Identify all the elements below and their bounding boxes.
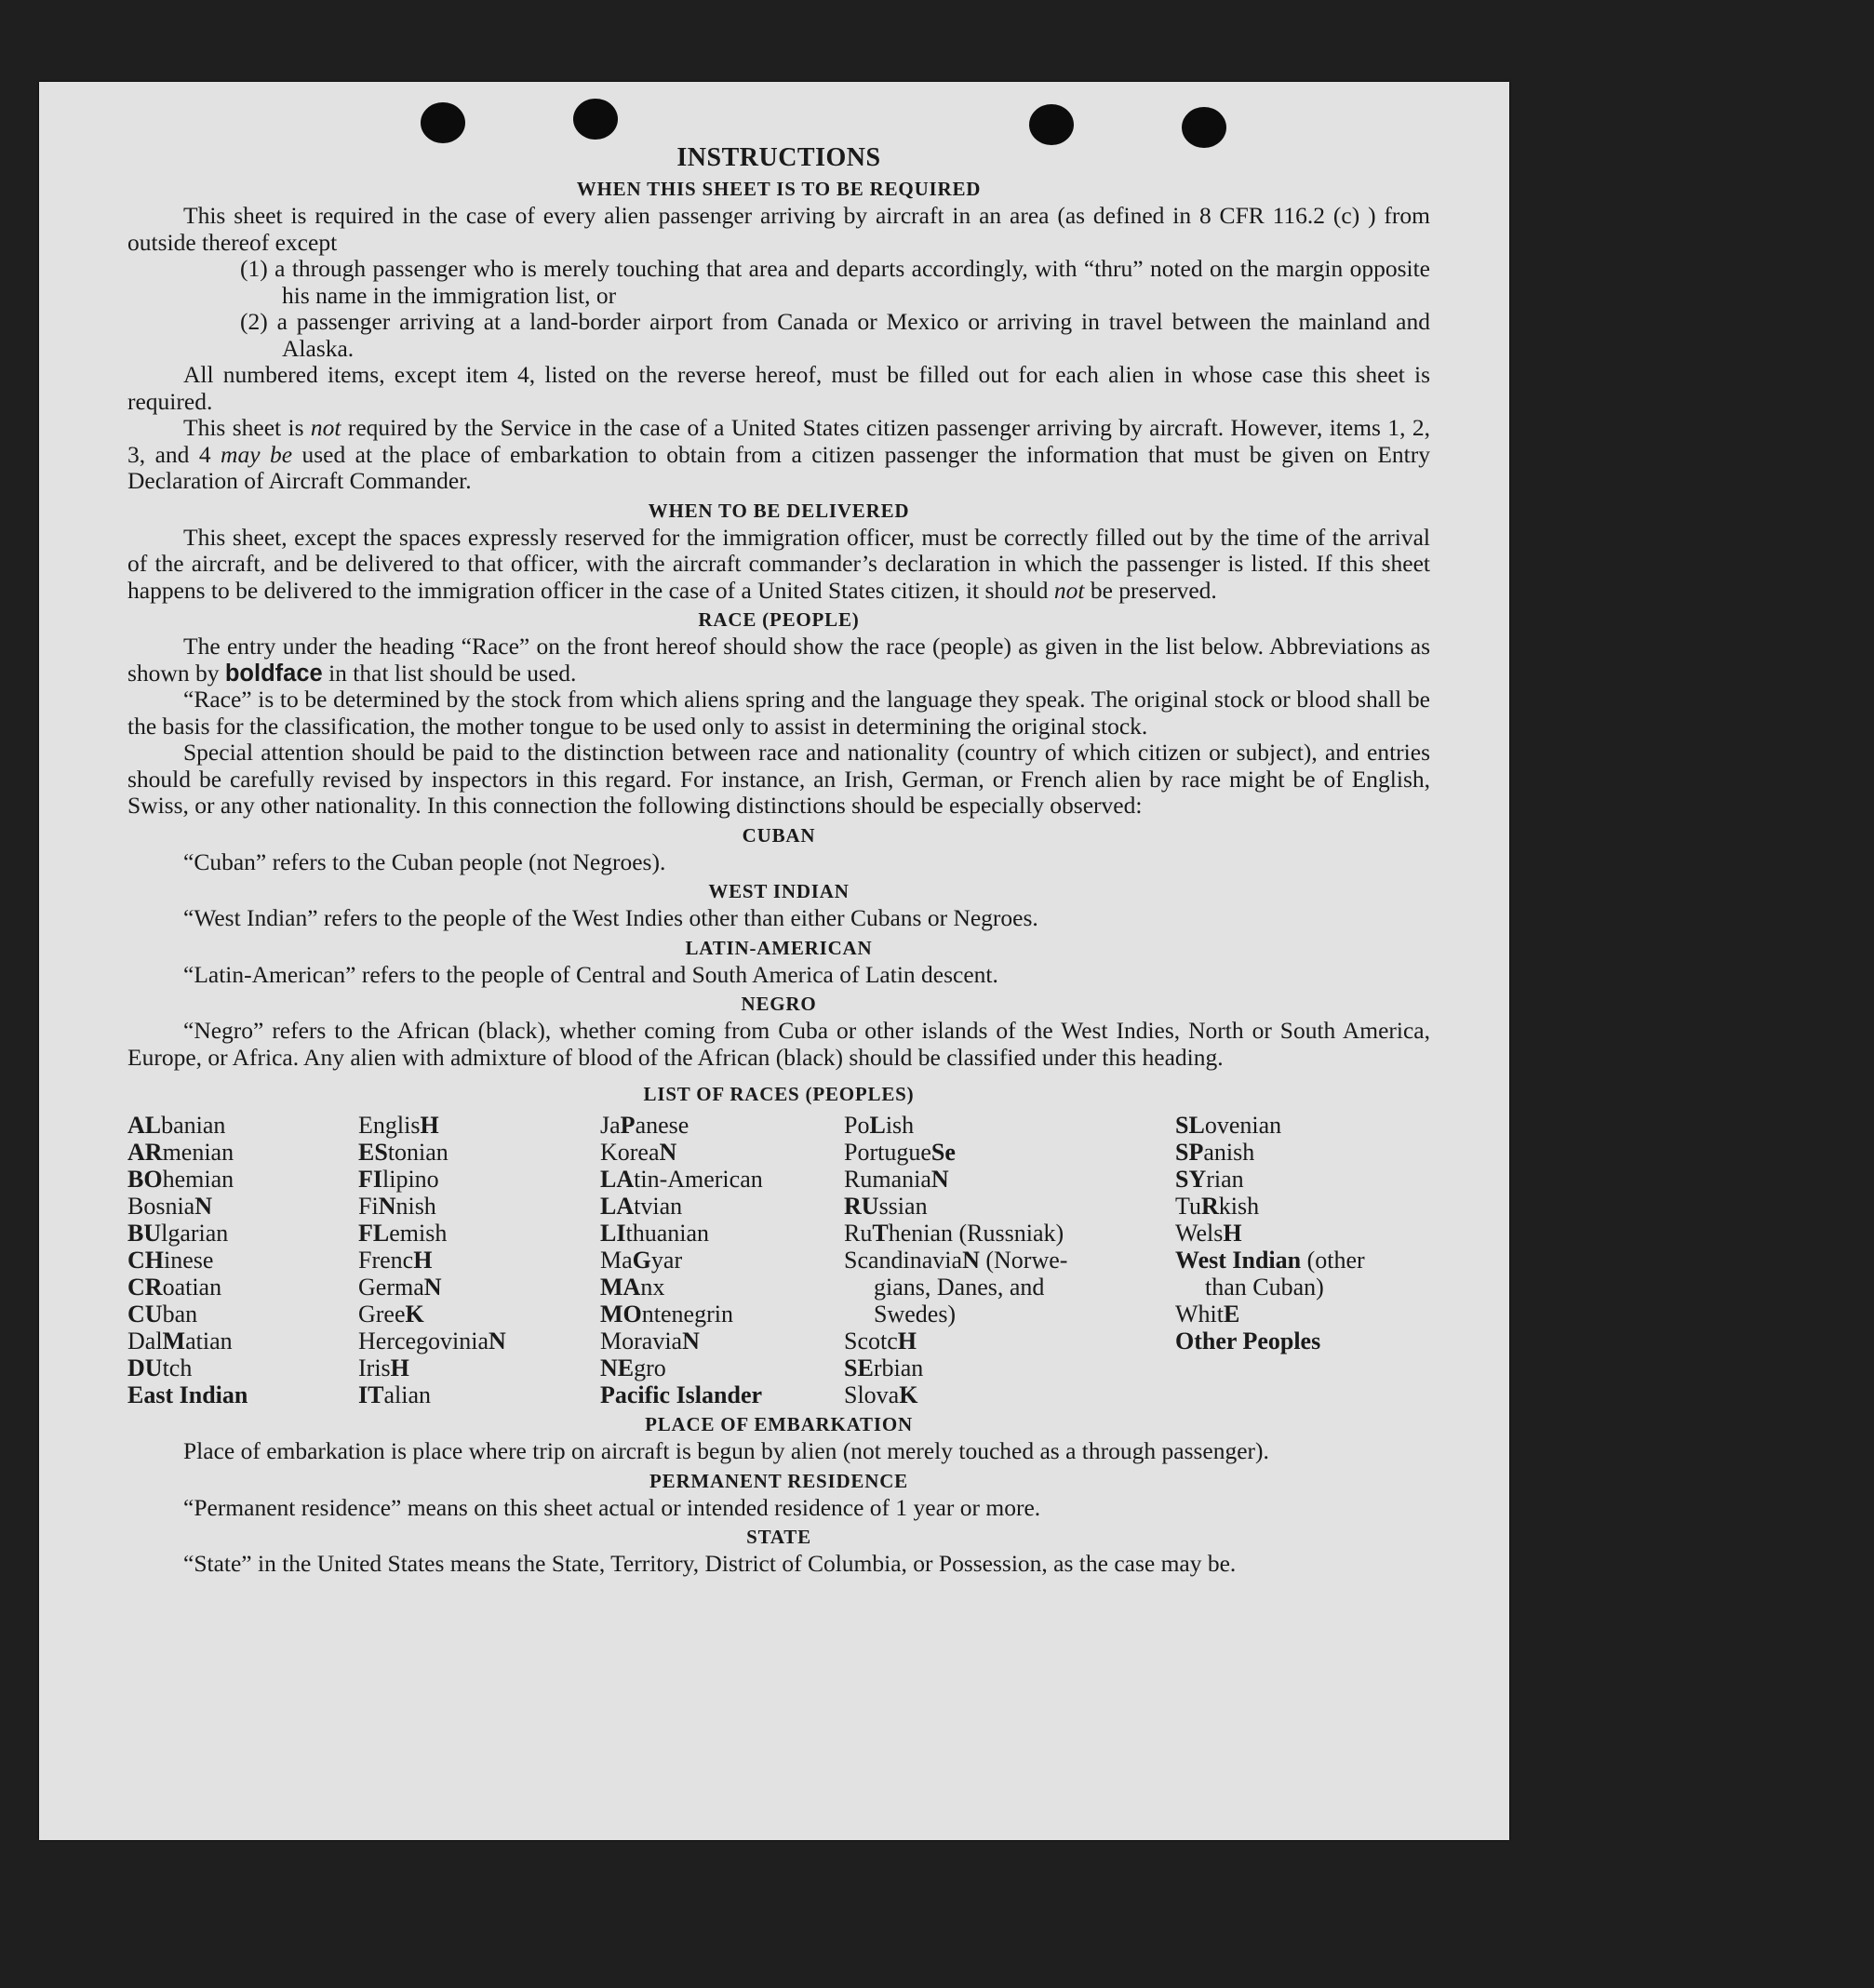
race-entry: TuRkish	[1175, 1193, 1260, 1220]
paragraph-race-nationality: Special attention should be paid to the distinction between race and nationality (country of which citizen or subject), and entries should be carefully revised by inspectors in this regard. For instance, an Irish, German, or French alien by race might be of English, Swiss, or any other nationality. In this connection the following distinctions should be especially observed:	[127, 739, 1430, 819]
paragraph-cuban: “Cuban” refers to the Cuban people (not Negroes).	[183, 847, 666, 875]
race-entry: JaPanese	[600, 1112, 689, 1139]
exception-2: (2) a passenger arriving at a land-border airport from Canada or Mexico or arriving in travel between the mainland and Alaska.	[240, 308, 1430, 362]
race-entry: WhitE	[1175, 1301, 1240, 1328]
document-body	[127, 143, 1430, 1578]
race-entry: SPanish	[1175, 1139, 1255, 1166]
paragraph-west-indian: “West Indian” refers to the people of the West Indies other than either Cubans or Negroes.	[183, 904, 1038, 931]
race-entry: LAtvian	[600, 1193, 683, 1220]
heading-negro: NEGRO	[741, 993, 817, 1015]
race-entry: GermaN	[358, 1274, 442, 1301]
race-entry: FrencH	[358, 1247, 433, 1274]
paragraph-race-definition: “Race” is to be determined by the stock from which aliens spring and the language they speak. The original stock or blood shall be the basis for the classification, the mother tongue to be used only to assist in determining the original stock.	[127, 686, 1430, 740]
paragraph-residence: “Permanent residence” means on this sheet actual or intended residence of 1 year or more.	[183, 1493, 1041, 1521]
race-entry: ALbanian	[127, 1112, 226, 1139]
race-entry: SlovaK	[844, 1381, 918, 1408]
paragraph-state: “State” in the United States means the State, Territory, District of Columbia, or Possession, as the case may be.	[183, 1550, 1237, 1577]
race-entry: gians, Danes, and	[874, 1274, 1045, 1301]
race-entry: BOhemian	[127, 1166, 234, 1193]
paragraph-delivered: This sheet, except the spaces expressly reserved for the immigration officer, must be correctly filled out by the time of the arrival of the aircraft, and be delivered to that officer, with the aircraft commander’s declaration in which the passenger is listed. If this sheet happens to be delivered to the immigration officer in the case of a United States citizen, it should not be preserved.	[127, 523, 1430, 604]
race-list	[127, 1112, 1430, 1408]
paragraph-numbered-items: All numbered items, except item 4, listed on the reverse hereof, must be filled out for each alien in whose case this sheet is required.	[127, 361, 1430, 415]
race-column	[844, 1112, 1175, 1408]
paragraph-embarkation: Place of embarkation is place where trip on aircraft is begun by alien (not merely touched as a through passenger).	[183, 1437, 1269, 1464]
race-entry: BosniaN	[127, 1193, 213, 1220]
paragraph-intro: This sheet is required in the case of every alien passenger arriving by aircraft in an area (as defined in 8 CFR 116.2 (c) ) from outside thereof except	[127, 202, 1430, 256]
race-entry: ScandinaviaN (Norwe-	[844, 1247, 1068, 1274]
race-entry: MoraviaN	[600, 1328, 700, 1354]
heading-latin-american: LATIN-AMERICAN	[685, 936, 873, 959]
race-entry: PortugueSe	[844, 1139, 956, 1166]
race-entry: than Cuban)	[1205, 1274, 1324, 1301]
exception-1: (1) a through passenger who is merely touching that area and departs accordingly, with “thru” noted on the margin opposite his name in the immigration list, or	[240, 255, 1430, 309]
race-entry: LAtin-American	[600, 1166, 763, 1193]
race-entry: LIthuanian	[600, 1220, 709, 1247]
race-column	[600, 1112, 844, 1408]
heading-west-indian: WEST INDIAN	[708, 880, 850, 902]
race-entry: MAnx	[600, 1274, 665, 1301]
race-entry: CUban	[127, 1301, 198, 1328]
race-entry: KoreaN	[600, 1139, 677, 1166]
race-entry: CHinese	[127, 1247, 214, 1274]
race-entry: FLemish	[358, 1220, 448, 1247]
heading-race: RACE (PEOPLE)	[698, 608, 860, 631]
paragraph-negro: “Negro” refers to the African (black), whether coming from Cuba or other islands of the West Indies, North or South America, Europe, or Africa. Any alien with admixture of blood of the African (black) should be classified under this heading.	[127, 1017, 1430, 1071]
race-column	[358, 1112, 600, 1408]
race-entry: RuThenian (Russniak)	[844, 1220, 1064, 1247]
race-entry: ARmenian	[127, 1139, 234, 1166]
race-entry: MOntenegrin	[600, 1301, 733, 1328]
race-entry: DUtch	[127, 1354, 193, 1381]
heading-state: STATE	[746, 1526, 811, 1548]
punch-hole	[421, 102, 465, 143]
race-column	[1175, 1112, 1430, 1408]
race-entry: GreeK	[358, 1301, 424, 1328]
heading-list-of-races: LIST OF RACES (PEOPLES)	[643, 1083, 915, 1105]
race-entry: RUssian	[844, 1193, 928, 1220]
race-entry: BUlgarian	[127, 1220, 229, 1247]
race-entry: Pacific Islander	[600, 1381, 763, 1408]
race-entry: SYrian	[1175, 1166, 1244, 1193]
race-entry: FIlipino	[358, 1166, 439, 1193]
race-entry: East Indian	[127, 1381, 248, 1408]
race-entry: ITalian	[358, 1381, 431, 1408]
punch-hole	[573, 99, 618, 140]
race-entry: RumaniaN	[844, 1166, 949, 1193]
race-entry: ScotcH	[844, 1328, 917, 1354]
heading-permanent-residence: PERMANENT RESIDENCE	[649, 1469, 908, 1492]
race-entry: WelsH	[1175, 1220, 1242, 1247]
race-entry: EStonian	[358, 1139, 448, 1166]
heading-when-delivered: WHEN TO BE DELIVERED	[648, 499, 910, 522]
race-entry: SErbian	[844, 1354, 924, 1381]
paragraph-latin-american: “Latin-American” refers to the people of Central and South America of Latin descent.	[183, 960, 998, 988]
race-entry: IrisH	[358, 1354, 409, 1381]
punch-hole	[1182, 107, 1226, 148]
heading-when-required: WHEN THIS SHEET IS TO BE REQUIRED	[576, 178, 982, 200]
race-column	[127, 1112, 358, 1408]
race-entry: SLovenian	[1175, 1112, 1282, 1139]
race-entry: MaGyar	[600, 1247, 683, 1274]
instruction-sheet	[39, 82, 1509, 1840]
race-entry: HercegoviniaN	[358, 1328, 506, 1354]
race-entry: DalMatian	[127, 1328, 233, 1354]
race-entry: CRoatian	[127, 1274, 222, 1301]
punch-hole	[1029, 104, 1074, 145]
paragraph-race-entry: The entry under the heading “Race” on the front hereof should show the race (people) as given in the list below. Abbreviations as shown by boldface in that list should be used.	[127, 633, 1430, 687]
race-entry: West Indian (other	[1175, 1247, 1365, 1274]
race-entry: FiNnish	[358, 1193, 436, 1220]
paragraph-citizen: This sheet is not required by the Service in the case of a United States citizen passenger arriving by aircraft. However, items 1, 2, 3, and 4 may be used at the place of embarkation to obtain from a citizen passenger the information that must be given on Entry Declaration of Aircraft Commander.	[127, 414, 1430, 494]
race-entry: Swedes)	[874, 1301, 957, 1328]
race-entry: EnglisH	[358, 1112, 439, 1139]
heading-embarkation: PLACE OF EMBARKATION	[645, 1413, 913, 1435]
race-entry: Other Peoples	[1175, 1328, 1321, 1354]
heading-cuban: CUBAN	[742, 823, 816, 847]
page-title: INSTRUCTIONS	[676, 143, 881, 172]
race-entry: NEgro	[600, 1354, 666, 1381]
race-entry: PoLish	[844, 1112, 915, 1139]
